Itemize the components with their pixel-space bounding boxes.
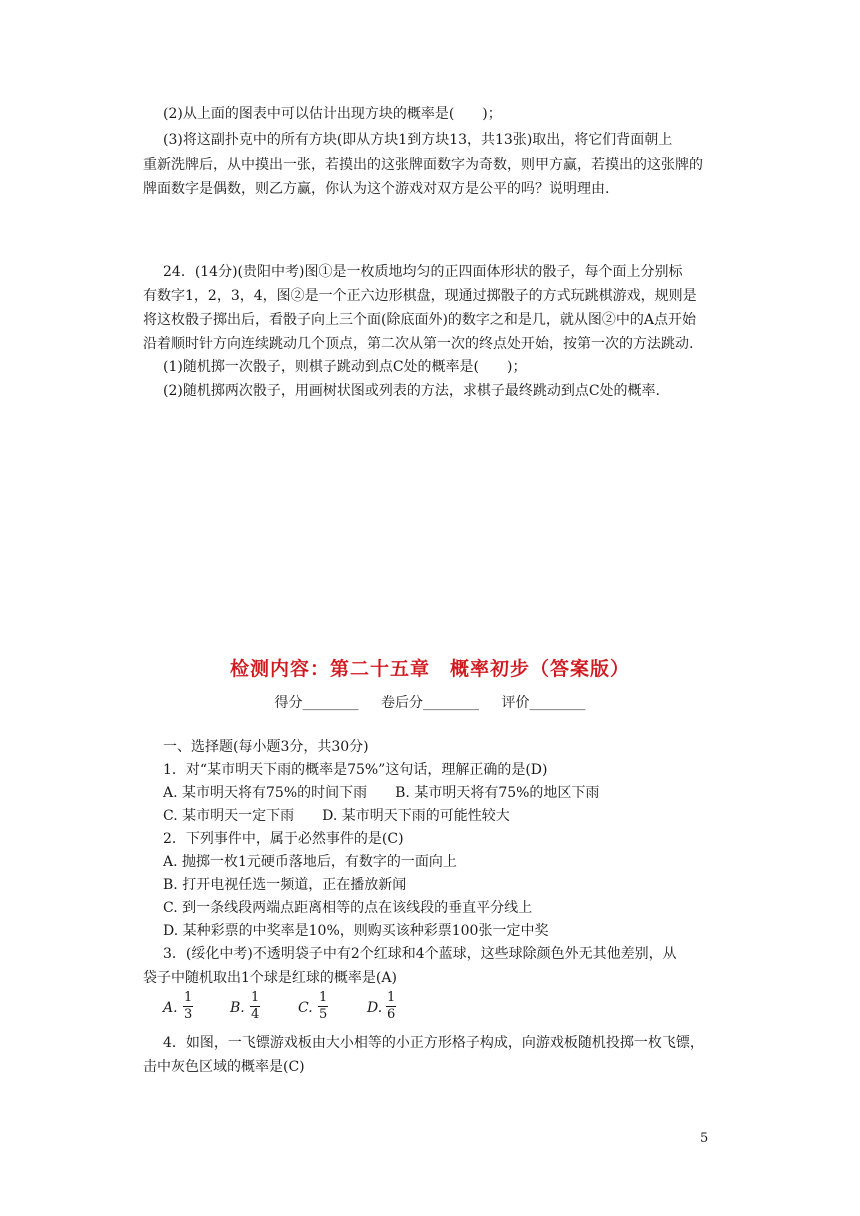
score-field: 得分________ [274, 695, 359, 711]
fraction-numerator: 1 [251, 990, 260, 1005]
q23-part3-line1: (3)将这副扑克中的所有方块(即从方块1到方块13，共13张)取出，将它们背面朝上 [163, 132, 673, 148]
q1-options-ab: A. 某市明天将有75%的时间下雨 B. 某市明天将有75%的地区下雨 [163, 785, 600, 801]
q23-part3-line3: 牌面数字是偶数，则乙方赢，你认为这个游戏对双方是公平的吗？说明理由. [143, 181, 610, 197]
section1-heading: 一、选择题(每小题3分，共30分) [163, 739, 369, 755]
evaluation-field: 评价________ [501, 695, 586, 711]
score-line [0, 692, 860, 712]
fraction-numerator: 1 [319, 990, 328, 1005]
q4-stem-line1: 4．如图，一飞镖游戏板由大小相等的小正方形格子构成，向游戏板随机投掷一枚飞镖， [163, 1035, 704, 1051]
q23-part2: (2)从上面的图表中可以估计出现方块的概率是( )； [163, 106, 502, 122]
answer-section-title: 检测内容：第二十五章 概率初步（答案版） [229, 658, 630, 680]
q3-option-d-fraction [386, 990, 396, 1023]
q24-part1: (1)随机掷一次骰子，则棋子跳动到点C处的概率是( )； [163, 359, 527, 375]
q3-option-a-label: A. [163, 1000, 178, 1016]
q3-option-b-fraction [250, 990, 260, 1023]
q1-stem: 1．对“某市明天下雨的概率是75%”这句话，理解正确的是(D) [163, 762, 548, 778]
fraction-denominator: 6 [387, 1007, 396, 1022]
q3-option-c-label: C. [298, 1000, 313, 1016]
q3-stem-line1: 3．(绥化中考)不透明袋子中有2个红球和4个蓝球，这些球除颜色外无其他差别，从 [163, 946, 677, 962]
q2-option-a: A. 抛掷一枚1元硬币落地后，有数字的一面向上 [163, 854, 457, 870]
fraction-denominator: 5 [319, 1007, 328, 1022]
q2-stem: 2．下列事件中，属于必然事件的是(C) [163, 831, 404, 847]
fraction-denominator: 4 [251, 1007, 260, 1022]
q23-part3-line2: 重新洗牌后，从中摸出一张，若摸出的这张牌面数字为奇数，则甲方赢，若摸出的这张牌的 [143, 157, 703, 173]
q4-stem-line2: 击中灰色区域的概率是(C) [143, 1059, 305, 1075]
q24-line3: 将这枚骰子掷出后，看骰子向上三个面(除底面外)的数字之和是几，就从图②中的A点开始 [143, 312, 697, 328]
q3-option-d-label: D. [367, 1000, 383, 1016]
q2-option-d: D. 某种彩票的中奖率是10%，则购买该种彩票100张一定中奖 [163, 923, 549, 939]
q3-option-b-label: B. [230, 1000, 245, 1016]
q24-line4: 沿着顺时针方向连续跳动几个顶点，第二次从第一次的终点处开始，按第一次的方法跳动. [143, 336, 694, 352]
post-exam-score-field: 卷后分________ [381, 695, 479, 711]
fraction-numerator: 1 [184, 990, 193, 1005]
q1-options-cd: C. 某市明天一定下雨 D. 某市明天下雨的可能性较大 [163, 808, 510, 824]
q3-option-a-fraction [183, 990, 193, 1023]
q3-stem-line2: 袋子中随机取出1个球是红球的概率是(A) [143, 970, 397, 986]
q2-option-c: C. 到一条线段两端点距离相等的点在该线段的垂直平分线上 [163, 900, 533, 916]
fraction-numerator: 1 [387, 990, 396, 1005]
q3-option-c-fraction [318, 990, 328, 1023]
q24-line2: 有数字1，2，3，4，图②是一个正六边形棋盘，现通过掷骰子的方式玩跳棋游戏，规则是 [143, 288, 697, 304]
q2-option-b: B. 打开电视任选一频道，正在播放新闻 [163, 877, 407, 893]
fraction-denominator: 3 [184, 1007, 193, 1022]
q24-line1: 24．(14分)(贵阳中考)图①是一枚质地均匀的正四面体形状的骰子，每个面上分别标 [163, 264, 683, 280]
q24-part2: (2)随机掷两次骰子，用画树状图或列表的方法，求棋子最终跳动到点C处的概率. [163, 383, 660, 399]
page-number: 5 [700, 1131, 709, 1146]
